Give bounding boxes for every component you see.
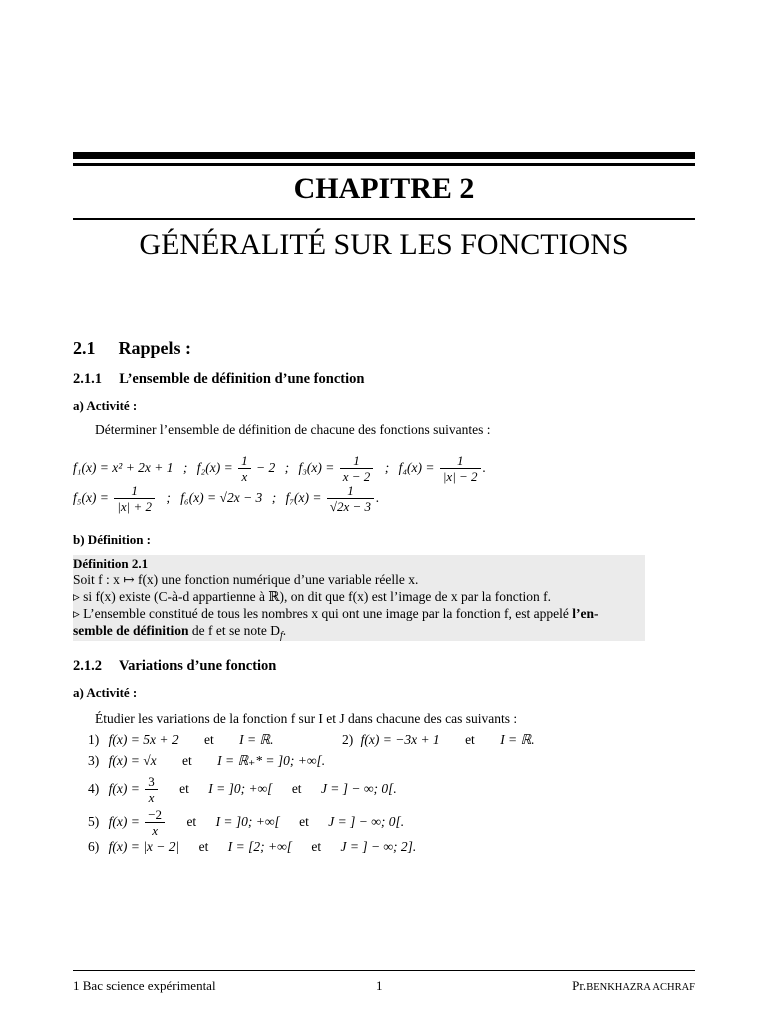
fraction-f4 <box>440 453 481 484</box>
subsection-number-1: 2.1.1 <box>73 371 102 387</box>
item-et: et <box>291 781 302 796</box>
definition-heading: b) Définition : <box>73 532 151 547</box>
item-interval-j: J = ] − ∞; 0[. <box>328 814 405 829</box>
definition-line-3 <box>73 606 599 622</box>
chapter-label: CHAPITRE 2 <box>293 172 475 205</box>
item-interval-i: I = ℝ. <box>239 732 274 747</box>
line-end: . <box>482 460 486 475</box>
function-f3-left: f₃(x) = <box>298 460 335 475</box>
item-et: et <box>179 781 189 796</box>
subsection-title-1: L’ensemble de définition d’une fonction <box>119 371 365 387</box>
fraction-f3 <box>340 453 374 484</box>
definition-line-4-text: de f et se note D <box>188 623 280 638</box>
item-2 <box>342 732 535 748</box>
item-number: 5) <box>88 814 100 829</box>
footer-page-number: 1 <box>376 978 383 993</box>
item-1 <box>88 732 274 748</box>
chapter-divider <box>73 218 695 220</box>
chapter-title: GÉNÉRALITÉ SUR LES FONCTIONS <box>139 228 629 261</box>
item-et: et <box>465 732 475 747</box>
subsection-heading-2 <box>73 658 276 675</box>
fraction-numerator: 1 <box>440 453 481 469</box>
separator: ; <box>271 490 277 505</box>
function-f7-left: f₇(x) = <box>285 490 322 505</box>
item-3 <box>88 753 325 769</box>
item-function: f(x) = −3x + 1 <box>360 732 440 747</box>
definition-line-2: ▹ si f(x) existe (C-à-d appartienne à ℝ), on dit que f(x) est l’image de x par la fonction f. <box>73 589 551 604</box>
activity-heading-1: a) Activité : <box>73 398 138 413</box>
item-function-left: f(x) = <box>108 781 140 796</box>
fraction-denominator: |x| − 2 <box>442 469 478 485</box>
activity-heading-2: a) Activité : <box>73 685 138 700</box>
definition-subscript: f <box>279 630 283 642</box>
item-5 <box>88 806 404 838</box>
item-function: f(x) = 5x + 2 <box>108 732 179 747</box>
item-et: et <box>203 732 214 747</box>
footer-author-name: BENKHAZRA ACHRAF <box>586 982 695 993</box>
definition-line-3-text: ▹ L’ensemble constitué de tous les nombres x qui ont une image par la fonction f, est appelé <box>73 606 573 621</box>
item-function: f(x) = √x <box>108 753 157 768</box>
item-fraction <box>145 807 165 838</box>
subsection-number-2: 2.1.2 <box>73 658 102 674</box>
fraction-numerator: 3 <box>145 774 158 790</box>
item-number: 6) <box>88 839 100 854</box>
item-interval-j: J = ] − ∞; 0[. <box>320 781 397 796</box>
footer-author <box>572 978 695 994</box>
function-f1: f₁(x) = x² + 2x + 1 <box>73 460 174 475</box>
item-number: 3) <box>88 753 100 768</box>
functions-line-1 <box>73 452 486 484</box>
line-end: . <box>376 490 380 505</box>
fraction-numerator: 1 <box>114 483 155 499</box>
fraction-numerator: −2 <box>145 807 165 823</box>
item-et: et <box>198 839 209 854</box>
separator: ; <box>284 460 290 475</box>
definition-term-part-1: l’en- <box>572 606 599 621</box>
fraction-f2 <box>238 453 251 484</box>
item-et: et <box>311 839 322 854</box>
fraction-f5 <box>114 483 155 514</box>
fraction-numerator: 1 <box>327 483 374 499</box>
functions-line-2 <box>73 482 379 514</box>
separator: ; <box>384 460 390 475</box>
item-number: 2) <box>342 732 354 747</box>
separator: ; <box>182 460 188 475</box>
subsection-heading-1 <box>73 371 364 388</box>
item-function: f(x) = |x − 2| <box>108 839 180 854</box>
fraction-denominator: x <box>152 823 159 839</box>
item-et: et <box>182 753 192 768</box>
activity-text-2: Étudier les variations de la fonction f sur I et J dans chacune des cas suivants : <box>95 711 518 726</box>
item-function-left: f(x) = <box>108 814 140 829</box>
header-rule-top <box>73 152 695 159</box>
item-number: 4) <box>88 781 100 796</box>
item-interval-i: I = ℝ₊* = ]0; +∞[. <box>217 753 326 768</box>
item-et: et <box>186 814 197 829</box>
section-heading <box>73 338 191 359</box>
definition-term-part-2: semble de définition <box>73 623 189 638</box>
section-title: Rappels : <box>118 338 192 358</box>
item-interval-i: I = ]0; +∞[ <box>215 814 280 829</box>
header-rule-second <box>73 163 695 166</box>
item-interval-j: J = ] − ∞; 2]. <box>340 839 417 854</box>
item-number: 1) <box>88 732 100 747</box>
subsection-title-2: Variations d’une fonction <box>119 658 277 674</box>
fraction-numerator: 1 <box>340 453 374 469</box>
definition-line-4-end: . <box>282 623 287 638</box>
separator: ; <box>166 490 171 505</box>
item-interval-i: I = ]0; +∞[ <box>208 781 273 796</box>
item-et: et <box>299 814 309 829</box>
item-interval-i: I = ℝ. <box>500 732 535 747</box>
fraction-denominator: x <box>148 790 155 806</box>
definition-box <box>73 555 645 641</box>
function-f2-right: − 2 <box>255 460 276 475</box>
item-interval-i: I = [2; +∞[ <box>227 839 292 854</box>
function-f2-left: f₂(x) = <box>196 460 233 475</box>
fraction-denominator: |x| + 2 <box>117 499 152 515</box>
item-4 <box>88 773 397 805</box>
fraction-f7 <box>327 483 374 514</box>
fraction-denominator: x − 2 <box>342 469 371 485</box>
section-number: 2.1 <box>73 338 96 358</box>
definition-line-1: Soit f : x ↦ f(x) une fonction numérique d’une variable réelle x. <box>73 572 419 587</box>
fraction-denominator: x <box>241 469 248 485</box>
item-6 <box>88 839 416 855</box>
function-f6: f₆(x) = √2x − 3 <box>180 490 263 505</box>
function-f4-left: f₄(x) = <box>398 460 435 475</box>
fraction-numerator: 1 <box>238 453 251 469</box>
footer-rule <box>73 970 695 971</box>
definition-title: Définition 2.1 <box>73 556 149 571</box>
item-fraction <box>145 774 158 805</box>
definition-line-4 <box>73 623 286 642</box>
fraction-denominator: √2x − 3 <box>329 499 372 515</box>
function-f5-left: f₅(x) = <box>73 490 109 505</box>
footer-left: 1 Bac science expérimental <box>73 978 216 993</box>
footer-author-prefix: Pr. <box>572 978 587 993</box>
activity-text-1: Déterminer l’ensemble de définition de chacune des fonctions suivantes : <box>95 422 491 437</box>
